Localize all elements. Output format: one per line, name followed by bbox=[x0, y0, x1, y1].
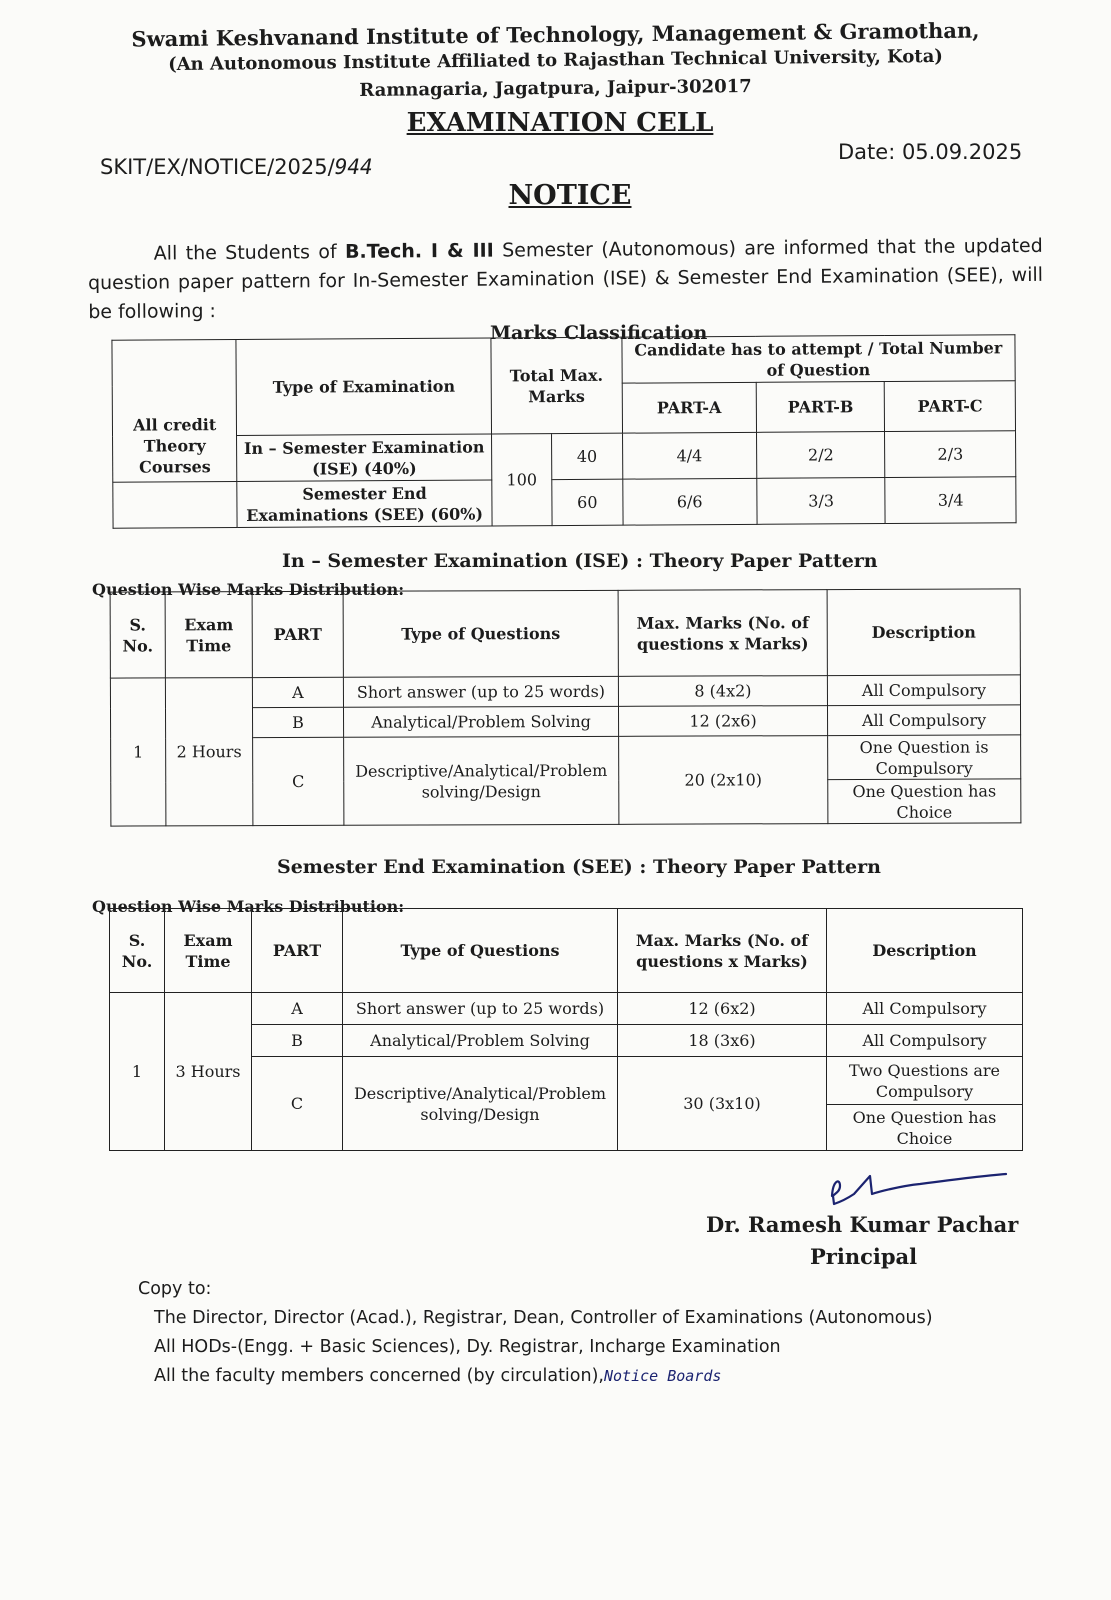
col-attempt-header: Candidate has to attempt / Total Number of Question bbox=[622, 335, 1016, 383]
col-total-header: Total Max. Marks bbox=[491, 337, 622, 434]
ise-type-header: Type of Questions bbox=[343, 590, 618, 677]
ise-type-cell: Descriptive/Analytical/Problem solving/Design bbox=[344, 736, 619, 825]
see-desc-header: Description bbox=[827, 909, 1023, 993]
ise-desc-header: Description bbox=[827, 589, 1020, 676]
courses-filler bbox=[113, 481, 238, 528]
see-part-cell: B bbox=[252, 1025, 343, 1057]
marks-table-caption: Marks Classification bbox=[490, 322, 708, 344]
see-marks-cell: 60 bbox=[552, 479, 623, 525]
signatory-name: Dr. Ramesh Kumar Pachar bbox=[706, 1212, 1019, 1237]
see-time-cell: 3 Hours bbox=[165, 993, 252, 1151]
see-marks-cell: 12 (6x2) bbox=[618, 993, 827, 1025]
copy-to-handwritten: Notice Boards bbox=[603, 1367, 722, 1385]
signatory-title: Principal bbox=[810, 1244, 918, 1269]
ise-desc-cell: One Question is Compulsory bbox=[828, 735, 1021, 780]
intro-course: B.Tech. I & III bbox=[344, 239, 494, 263]
intro-text-1: All the Students of bbox=[153, 240, 346, 265]
see-sno-cell: 1 bbox=[110, 993, 165, 1151]
ise-marks-cell: 20 (2x10) bbox=[619, 736, 828, 825]
copy-to-line: The Director, Director (Acad.), Registrar, Dean, Controller of Examinations (Autonomous) bbox=[154, 1308, 933, 1328]
see-part-a-cell: 6/6 bbox=[622, 478, 757, 525]
institute-affiliation: (An Autonomous Institute Affiliated to Rajasthan Technical University, Kota) bbox=[168, 45, 943, 76]
see-desc-cell: Two Questions are Compulsory bbox=[827, 1057, 1023, 1105]
ise-pattern-table bbox=[110, 588, 1022, 826]
ise-part-a-cell: 4/4 bbox=[622, 432, 757, 479]
see-pattern-table bbox=[109, 908, 1023, 1151]
copy-to-line: All the faculty members concerned (by circulation), bbox=[154, 1366, 604, 1386]
copy-to-label: Copy to: bbox=[138, 1279, 212, 1299]
ise-part-b-cell: 2/2 bbox=[756, 432, 885, 479]
institute-name: Swami Keshvanand Institute of Technology, Management & Gramothan, bbox=[131, 17, 980, 52]
see-desc-cell: All Compulsory bbox=[827, 1025, 1023, 1057]
ise-marks-header: Max. Marks (No. of questions x Marks) bbox=[618, 590, 827, 677]
see-marks-cell: 18 (3x6) bbox=[618, 1025, 827, 1057]
total-marks-cell: 100 bbox=[491, 434, 552, 526]
ise-part-cell: A bbox=[252, 677, 343, 707]
reference-handwritten-number: 944 bbox=[334, 155, 373, 179]
intro-text-2: Semester (Autonomous) are informed that the updated question paper pattern for In-Semester Examination (ISE) & Semester End Examination (SEE), will be following : bbox=[87, 234, 1044, 324]
ise-type-cell: In – Semester Examination (ISE) (40%) bbox=[237, 434, 492, 482]
institute-address: Ramnagaria, Jagatpura, Jaipur-302017 bbox=[359, 75, 752, 102]
see-sublabel: Question Wise Marks Distribution: bbox=[92, 897, 405, 916]
see-time-header: Exam Time bbox=[165, 909, 252, 993]
see-caption: Semester End Examination (SEE) : Theory Paper Pattern bbox=[277, 856, 881, 878]
see-sno-header: S. No. bbox=[110, 909, 165, 993]
see-marks-cell: 30 (3x10) bbox=[618, 1057, 827, 1151]
ise-time-cell: 2 Hours bbox=[165, 678, 253, 826]
see-type-cell: Semester End Examinations (SEE) (60%) bbox=[237, 480, 492, 528]
ise-part-cell: C bbox=[253, 737, 344, 825]
notice-date: Date: 05.09.2025 bbox=[838, 140, 1023, 164]
ise-desc-cell: All Compulsory bbox=[827, 675, 1020, 706]
ise-sno-header: S. No. bbox=[110, 592, 165, 678]
ise-part-c-cell: 2/3 bbox=[885, 431, 1016, 478]
see-type-cell: Descriptive/Analytical/Problem solving/Design bbox=[343, 1057, 618, 1151]
ise-part-cell: B bbox=[252, 707, 343, 737]
ise-type-cell: Analytical/Problem Solving bbox=[343, 706, 618, 737]
see-part-cell: C bbox=[252, 1057, 343, 1151]
ise-marks-cell: 40 bbox=[552, 433, 623, 479]
department-title: EXAMINATION CELL bbox=[406, 108, 714, 138]
part-b-header: PART-B bbox=[756, 382, 885, 433]
see-part-cell: A bbox=[252, 993, 343, 1025]
ise-type-cell: Short answer (up to 25 words) bbox=[343, 676, 618, 707]
copy-to-line-last bbox=[154, 1366, 721, 1386]
see-type-cell: Short answer (up to 25 words) bbox=[343, 993, 618, 1025]
see-part-c-cell: 3/4 bbox=[885, 477, 1016, 524]
copy-to-line: All HODs-(Engg. + Basic Sciences), Dy. Registrar, Incharge Examination bbox=[154, 1337, 781, 1357]
see-marks-header: Max. Marks (No. of questions x Marks) bbox=[618, 909, 827, 993]
ise-marks-cell: 8 (4x2) bbox=[618, 676, 827, 707]
ise-caption: In – Semester Examination (ISE) : Theory Paper Pattern bbox=[282, 550, 878, 572]
ise-marks-cell: 12 (2x6) bbox=[618, 706, 827, 737]
col-type-header: Type of Examination bbox=[236, 338, 491, 436]
ise-desc-cell: One Question has Choice bbox=[828, 779, 1021, 824]
see-type-cell: Analytical/Problem Solving bbox=[343, 1025, 618, 1057]
ise-part-header: PART bbox=[252, 591, 343, 677]
see-type-header: Type of Questions bbox=[343, 909, 618, 993]
ise-sublabel: Question Wise Marks Distribution: bbox=[92, 580, 405, 599]
part-a-header: PART-A bbox=[622, 382, 757, 433]
see-part-header: PART bbox=[252, 909, 343, 993]
part-c-header: PART-C bbox=[885, 381, 1016, 432]
courses-cell: All credit Theory Courses bbox=[112, 339, 237, 482]
see-desc-cell: One Question has Choice bbox=[827, 1105, 1023, 1151]
intro-paragraph bbox=[88, 232, 1044, 327]
reference-prefix: SKIT/EX/NOTICE/2025/ bbox=[100, 155, 335, 179]
ise-sno-cell: 1 bbox=[110, 678, 166, 826]
see-part-b-cell: 3/3 bbox=[757, 478, 886, 525]
notice-title: NOTICE bbox=[508, 180, 632, 211]
see-desc-cell: All Compulsory bbox=[827, 993, 1023, 1025]
ise-desc-cell: All Compulsory bbox=[827, 705, 1020, 736]
ise-time-header: Exam Time bbox=[165, 592, 252, 678]
reference-number bbox=[100, 155, 373, 179]
marks-classification-table bbox=[111, 334, 1016, 529]
